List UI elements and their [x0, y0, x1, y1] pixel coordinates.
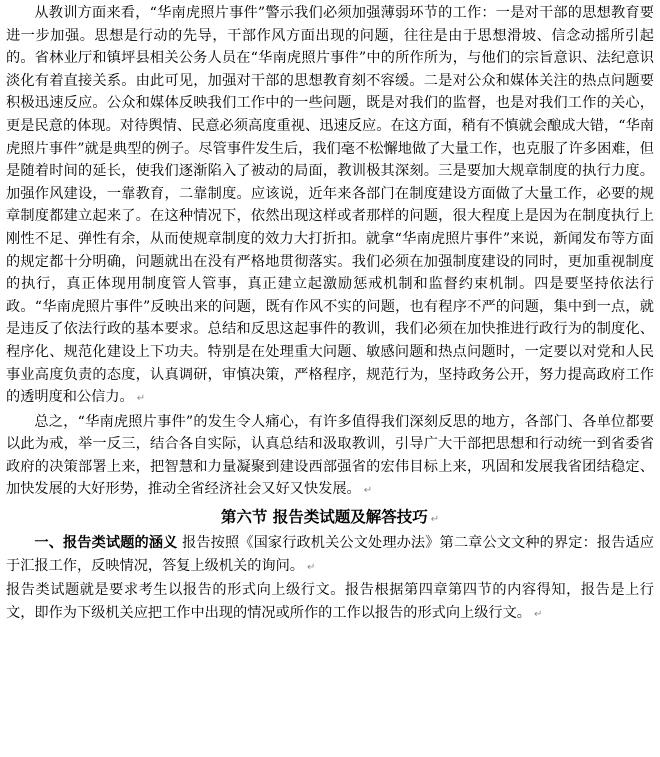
section-heading	[6, 505, 654, 532]
paragraph-mark-icon: ↵	[136, 393, 146, 405]
paragraph-summary	[6, 411, 654, 503]
paragraph-report-questions	[6, 579, 654, 626]
subsection-title: 一、报告类试题的涵义	[34, 535, 178, 552]
paragraph-definition	[6, 532, 654, 579]
section-heading-text: 第六节 报告类试题及解答技巧	[220, 508, 428, 527]
paragraph-mark-icon: ↵	[430, 514, 440, 526]
paragraph-summary-text: 总之，“华南虎照片事件”的发生令人痛心，有许多值得我们深刻反思的地方，各部门、各单位都要以此为戒，举一反三，结合各自实际，认真总结和汲取教训，引导广大干部把思想和行动统一到省委省政府的决策部署上来，把智慧和力量凝聚到建设西部强省的宏伟目标上来，巩固和发展我省团结稳定、加快发展的大好形势，推动全省经济社会又好又快发展。	[6, 413, 654, 498]
document-page	[6, 2, 654, 626]
paragraph-lessons	[6, 2, 654, 411]
paragraph-report-questions-text: 报告类试题就是要求考生以报告的形式向上级行文。报告根据第四章第四节的内容得知，报告是上行文，即作为下级机关应把工作中出现的情况或所作的工作以报告的形式向上级行文。	[6, 582, 654, 621]
paragraph-mark-icon: ↵	[363, 485, 373, 497]
paragraph-lessons-text: 从教训方面来看，“华南虎照片事件”警示我们必须加强薄弱环节的工作：一是对干部的思想教育要进一步加强。思想是行动的先导，干部作风方面出现的问题，往往是由于思想滑坡、信念动摇所引起的。省林业厅和镇坪县相关公务人员在“华南虎照片事件”中的所作所为，与他们的宗旨意识、法纪意识淡化有着直接关系。由此可见，加强对干部的思想教育刻不容缓。二是对公众和媒体关注的热点问题要积极迅速反应。公众和媒体反映我们工作中的一些问题，既是对我们的监督，也是对我们工作的关心，更是民意的体现。对待舆情、民意必须高度重视、迅速反应。在这方面，稍有不慎就会酿成大错，“华南虎照片事件”就是典型的例子。尽管事件发生后，我们毫不松懈地做了大量工作，也克服了许多困难，但是随着时间的延长，使我们逐渐陷入了被动的局面，教训极其深刻。三是要加大规章制度的执行力度。加强作风建设，一靠教育，二靠制度。应该说，近年来各部门在制度建设方面做了大量工作，必要的规章制度都建立起来了。在这种情况下，依然出现这样或者那样的问题，很大程度上是因为在制度执行上刚性不足、弹性有余，从而使规章制度的效力大打折扣。就拿“华南虎照片事件”来说，新闻发布等方面的规定都十分明确，问题就出在没有严格地贯彻落实。我们必须在加强制度建设的同时，更加重视制度的执行，真正体现用制度管人管事，真正建立起激励惩戒机制和监督约束机制。四是要坚持依法行政。“华南虎照片事件”反映出来的问题，既有作风不实的问题，也有程序不严的问题，集中到一点，就是违反了依法行政的基本要求。总结和反思这起事件的教训，我们必须在加快推进行政行为的制度化、程序化、规范化建设上下功夫。特别是在处理重大问题、敏感问题和热点问题时，一定要以对党和人民事业高度负责的态度，认真调研，审慎决策，严格程序，规范行为，坚持政务公开，努力提高政府工作的透明度和公信力。	[6, 5, 654, 406]
paragraph-definition-text: 报告按照《国家行政机关公文处理办法》第二章公文文种的界定：报告适应于汇报工作，反映情况，答复上级机关的询问。	[6, 535, 654, 574]
paragraph-mark-icon: ↵	[306, 561, 316, 573]
paragraph-mark-icon: ↵	[533, 608, 543, 620]
